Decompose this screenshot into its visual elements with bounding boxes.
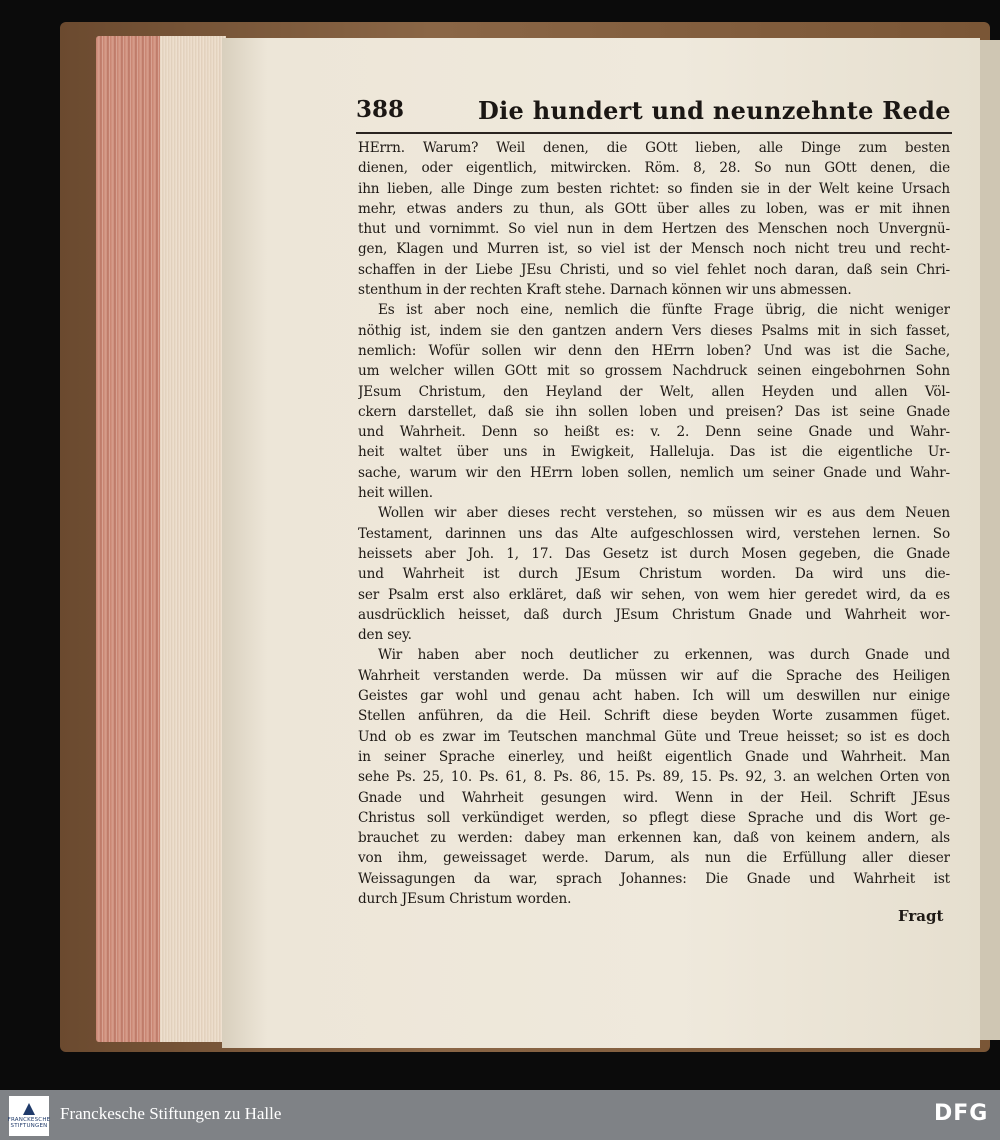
text-line: durch JEsum Christum worden.	[358, 890, 572, 907]
text-line: Testament, darinnen uns das Alte aufgeschlossen wird, verstehen lernen. So	[358, 525, 950, 542]
text-line: mehr, etwas anders zu thun, als GOtt über alles zu loben, was er mit ihnen	[358, 200, 950, 217]
page-stack	[160, 36, 226, 1042]
text-line: heit willen.	[358, 485, 433, 502]
text-line: nöthig ist, indem sie den gantzen andern Vers dieses Psalms mit in sich fasset,	[358, 322, 950, 339]
header-rule	[356, 132, 952, 134]
dfg-logo[interactable]: DFG	[934, 1101, 989, 1126]
text-line: in seiner Sprache einerley, und heißt eigentlich Gnade und Wahrheit. Man	[358, 748, 950, 765]
francke-logo[interactable]	[9, 1096, 49, 1136]
text-line: sache, warum wir den HErrn loben sollen, nemlich um seiner Gnade und Wahr-	[358, 464, 950, 481]
text-line: heit waltet über uns in Ewigkeit, Halleluja. Das ist die eigentliche Ur-	[358, 444, 950, 461]
text-line: ihn lieben, alle Dinge zum besten richtet: so finden sie in der Welt keine Ursach	[358, 180, 950, 197]
text-line: Geistes gar wohl und genau acht haben. Ich will um deswillen nur einige	[358, 688, 950, 705]
text-line: sehe Ps. 25, 10. Ps. 61, 8. Ps. 86, 15. Ps. 89, 15. Ps. 92, 3. an welchen Orten von	[358, 769, 950, 786]
text-line: JEsum Christum, den Heyland der Welt, allen Heyden und allen Völ-	[358, 383, 950, 400]
page-text	[358, 138, 950, 909]
text-line: thut und vornimmt. So viel nun in dem Hertzen des Menschen noch Unvergnü-	[358, 221, 950, 238]
facing-page-edge	[980, 40, 1000, 1040]
page-number: 388	[356, 96, 405, 123]
text-line: Und ob es zwar im Teutschen manchmal Güte und Treue heisset; so ist es doch	[358, 728, 950, 745]
catchword: Fragt	[898, 907, 944, 925]
text-line: ausdrücklich heisset, daß durch JEsum Christum Gnade und Wahrheit wor-	[358, 606, 950, 623]
logo-text-2: STIFTUNGEN	[10, 1123, 48, 1129]
text-line: HErrn. Warum? Weil denen, die GOtt lieben, alle Dinge zum besten	[358, 140, 950, 156]
running-head: Die hundert und neunzehnte Rede	[478, 96, 951, 125]
text-line: Es ist aber noch eine, nemlich die fünfte Frage übrig, die nicht weniger	[378, 302, 950, 319]
text-line: dienen, oder eigentlich, mitwircken. Röm. 8, 28. So nun GOtt denen, die	[358, 160, 950, 177]
text-line: schaffen in der Liebe JEsu Christi, und so viel fehlet noch daran, daß sein Chri-	[358, 261, 950, 278]
text-line: Weissagungen da war, sprach Johannes: Die Gnade und Wahrheit ist	[358, 870, 950, 887]
text-line: und Wahrheit. Denn so heißt es: v. 2. Denn seine Gnade und Wahr-	[358, 424, 950, 441]
text-line: Wollen wir aber dieses recht verstehen, so müssen wir es aus dem Neuen	[378, 505, 950, 522]
text-line: den sey.	[358, 627, 412, 644]
institution-name[interactable]: Franckesche Stiftungen zu Halle	[60, 1104, 282, 1123]
text-line: um welcher willen GOtt mit so grossem Nachdruck seinen eingebohrnen Sohn	[358, 363, 950, 380]
text-line: brauchet zu werden: dabey man erkennen kan, daß von keinem andern, als	[358, 830, 950, 847]
text-line: Wir haben aber noch deutlicher zu erkennen, was durch Gnade und	[378, 647, 950, 664]
text-line: von ihm, geweissaget werde. Darum, als nun die Erfüllung aller dieser	[358, 850, 950, 867]
text-line: heissets aber Joh. 1, 17. Das Gesetz ist durch Mosen gegeben, die Gnade	[358, 545, 950, 562]
text-line: nemlich: Wofür sollen wir denn den HErrn loben? Und was ist die Sache,	[358, 342, 950, 359]
text-line: Christus soll verkündiget werden, so pflegt diese Sprache und dis Wort ge-	[358, 809, 950, 826]
page-header	[356, 92, 952, 132]
text-line: gen, Klagen und Murren ist, so viel ist der Mensch noch nicht treu und recht-	[358, 241, 950, 258]
logo-text-1: FRANCKESCHE	[7, 1117, 51, 1123]
text-line: Wahrheit verstanden werde. Da müssen wir auf die Sprache des Heiligen	[358, 667, 950, 684]
text-line: ser Psalm erst also erkläret, daß wir sehen, von wem hier geredet wird, da es	[358, 586, 950, 603]
text-line: und Wahrheit ist durch JEsum Christum worden. Da wird uns die-	[358, 566, 950, 583]
text-line: stenthum in der rechten Kraft stehe. Darnach können wir uns abmessen.	[358, 282, 852, 299]
text-line: Stellen anführen, da die Heil. Schrift diese beyden Worte zusammen füget.	[358, 708, 950, 725]
text-line: ckern darstellet, daß sie ihn sollen loben und preisen? Das ist seine Gnade	[358, 403, 950, 420]
tower-icon	[23, 1103, 35, 1115]
text-line: Gnade und Wahrheit gesungen wird. Wenn in der Heil. Schrift JEsus	[358, 789, 950, 806]
